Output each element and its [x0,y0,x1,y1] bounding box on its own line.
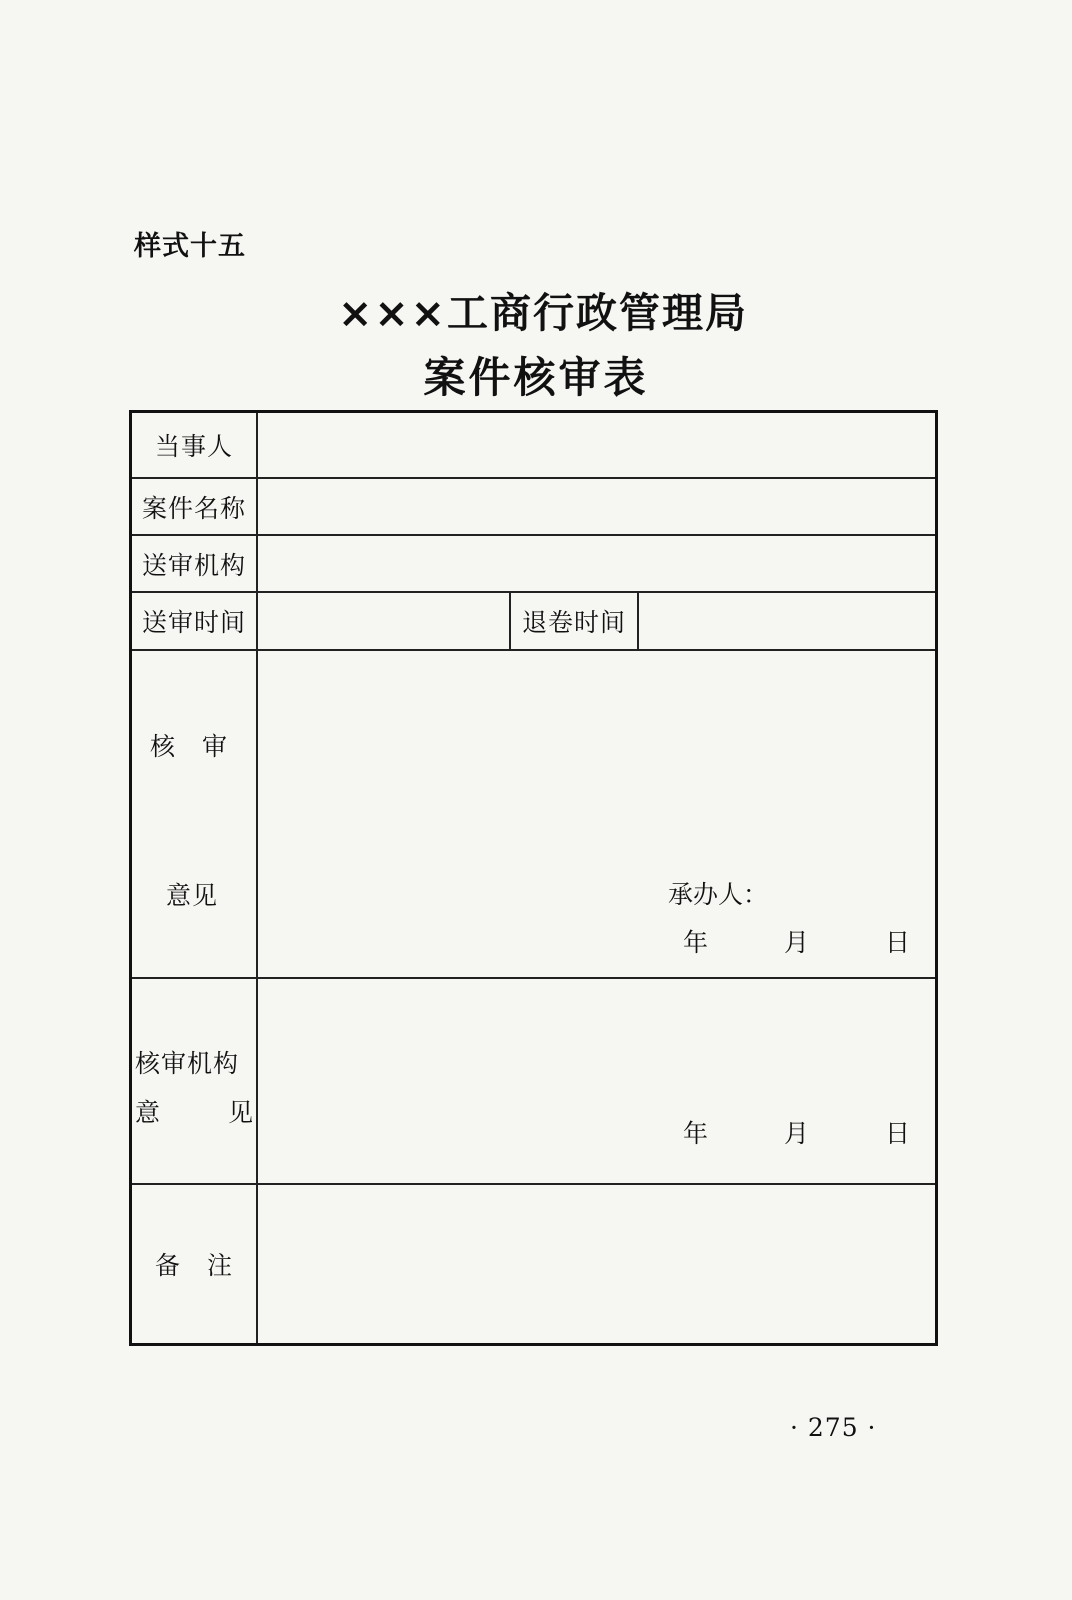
row-times [132,593,935,651]
agency-opinion-label-right: 见 [228,1098,255,1127]
date-day: 日 [884,1119,910,1148]
submit-time-label: 送审时间 [132,593,258,649]
submit-time-field[interactable] [258,593,511,649]
date-month: 月 [783,928,809,957]
row-agency-opinion [132,979,935,1185]
date-year: 年 [683,1119,709,1148]
return-time-field[interactable] [639,593,935,649]
review-opinion-label-cell [132,651,258,977]
agency-opinion-label-left: 意 [135,1098,162,1127]
style-label: 样式十五 [134,231,246,262]
case-name-label: 案件名称 [132,479,258,534]
party-label: 当事人 [132,413,258,477]
return-time-label: 退卷时间 [511,593,639,649]
row-party [132,413,935,479]
row-remarks [132,1185,935,1343]
agency-date [683,1114,910,1150]
agency-opinion-field[interactable] [258,979,935,1183]
agency-opinion-label-cell [132,979,258,1183]
handler-label: 承办人： [668,880,769,909]
row-case-name [132,479,935,536]
remarks-label: 备 注 [132,1185,258,1343]
remarks-field[interactable] [258,1185,935,1343]
review-opinion-label-top: 核 审 [150,732,229,761]
case-review-form-table [129,410,938,1346]
date-month: 月 [783,1119,809,1148]
case-name-field[interactable] [258,479,935,534]
document-title-form: 案件核审表 [423,353,649,402]
document-title-agency: ×××工商行政管理局 [337,289,749,337]
date-day: 日 [884,928,910,957]
date-year: 年 [683,928,709,957]
agency-opinion-label-top: 核审机构 [135,1049,240,1078]
page-number: · 275 · [790,1413,877,1442]
submit-agency-label: 送审机构 [132,536,258,591]
row-review-opinion [132,651,935,979]
party-field[interactable] [258,413,935,477]
review-opinion-label-bottom: 意见 [166,881,219,910]
review-date [683,923,910,959]
review-opinion-field[interactable] [258,651,935,977]
row-submit-agency [132,536,935,593]
submit-agency-field[interactable] [258,536,935,591]
